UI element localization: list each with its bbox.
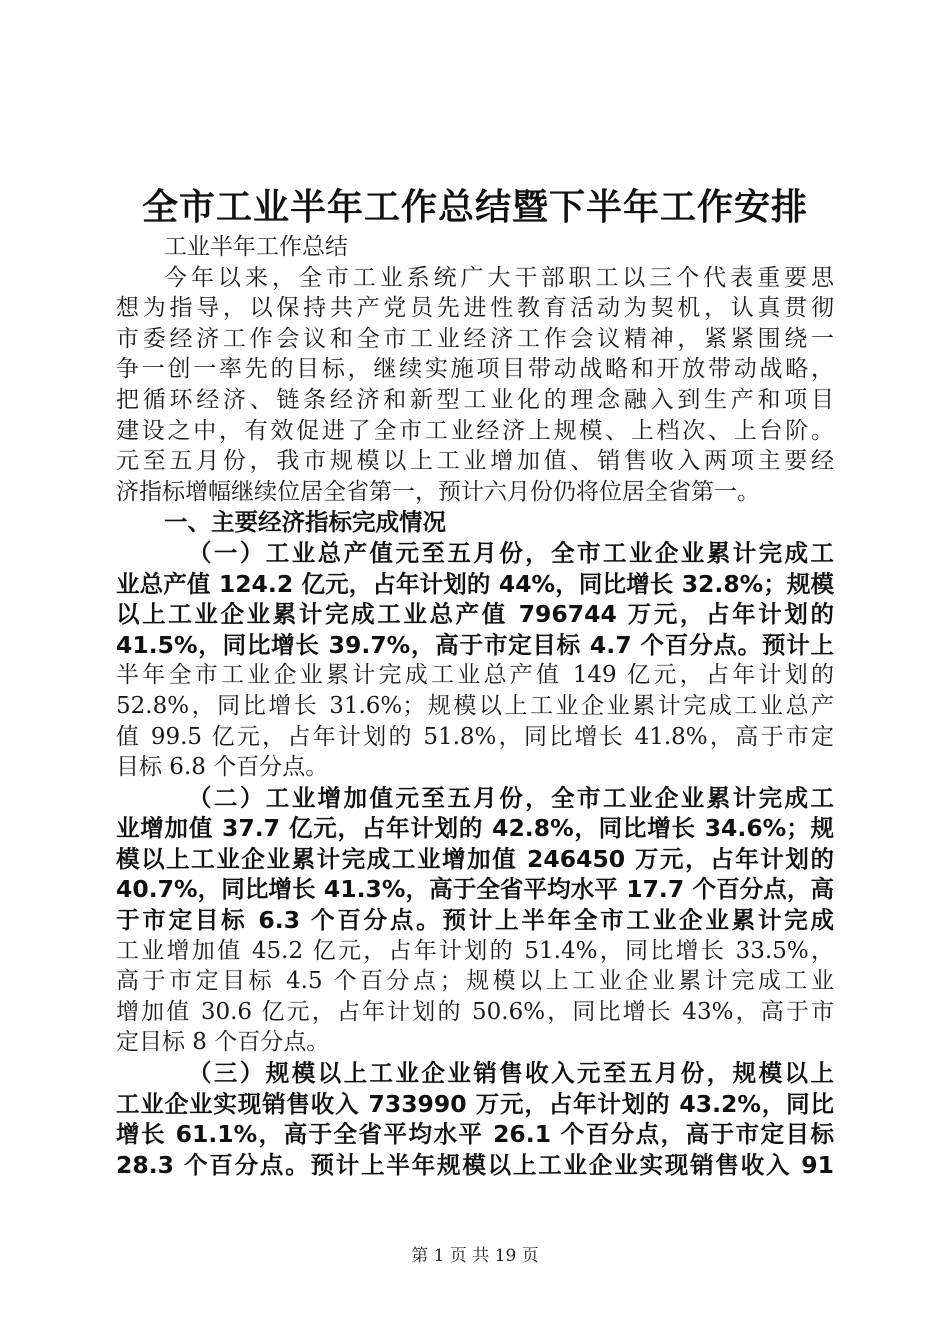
text-line: 目标 6.8 个百分点。 — [116, 754, 329, 781]
text-line: 28.3 个百分点。预计上半年规模以上工业企业实现销售收入 91 — [116, 1150, 834, 1179]
text-line: （三）规模以上工业企业销售收入元至五月份，规模以上 — [188, 1059, 834, 1088]
text-line: 增长 61.1%，高于全省平均水平 26.1 个百分点，高于市定目标 — [116, 1120, 834, 1149]
text-line: 业总产值 124.2 亿元，占年计划的 44%，同比增长 32.8%；规模 — [116, 569, 834, 598]
text-line: （二）工业增加值元至五月份，全市工业企业累计完成工 — [188, 783, 834, 812]
text-line: 41.5%，同比增长 39.7%，高于市定目标 4.7 个百分点。预计上 — [116, 630, 834, 659]
text-line: 高于市定目标 4.5 个百分点；规模以上工业企业累计完成工业 — [116, 968, 834, 995]
text-line: 工业增加值 45.2 亿元，占年计划的 51.4%，同比增长 33.5%， — [116, 937, 834, 964]
text-line: 建设之中，有效促进了全市工业经济上规模、上档次、上台阶。 — [116, 417, 834, 444]
text-line: 市委经济工作会议和全市工业经济工作会议精神，紧紧围绕一 — [116, 325, 834, 352]
text-line: 工业企业实现销售收入 733990 万元，占年计划的 43.2%，同比 — [116, 1089, 834, 1118]
text-line: 业增加值 37.7 亿元，占年计划的 42.8%，同比增长 34.6%；规 — [116, 814, 834, 843]
text-line: 值 99.5 亿元，占年计划的 51.8%，同比增长 41.8%，高于市定 — [116, 723, 834, 750]
document-body — [116, 232, 834, 1180]
document-title: 全市工业半年工作总结暨下半年工作安排 — [141, 187, 808, 228]
text-line: 今年以来，全市工业系统广大干部职工以三个代表重要思 — [164, 264, 834, 291]
text-line: 一、主要经济指标完成情况 — [164, 508, 446, 537]
text-line: 以上工业企业累计完成工业总产值 796744 万元，占年计划的 — [116, 600, 834, 629]
text-line: 52.8%，同比增长 31.6%；规模以上工业企业累计完成工业总产 — [116, 692, 834, 719]
page-footer: 第 1 页 共 19 页 — [411, 1246, 539, 1266]
text-line: 半年全市工业企业累计完成工业总产值 149 亿元，占年计划的 — [116, 662, 834, 689]
text-line: 40.7%，同比增长 41.3%，高于全省平均水平 17.7 个百分点，高 — [116, 875, 834, 904]
text-line: （一）工业总产值元至五月份，全市工业企业累计完成工 — [188, 538, 834, 567]
text-line: 争一创一率先的目标，继续实施项目带动战略和开放带动战略， — [116, 356, 834, 383]
text-line: 工业半年工作总结 — [164, 234, 348, 260]
text-line: 定目标 8 个百分点。 — [116, 1029, 330, 1056]
text-line: 增加值 30.6 亿元，占年计划的 50.6%，同比增长 43%，高于市 — [116, 998, 834, 1025]
text-line: 于市定目标 6.3 个百分点。预计上半年全市工业企业累计完成 — [116, 906, 834, 935]
text-line: 元至五月份，我市规模以上工业增加值、销售收入两项主要经 — [116, 448, 834, 475]
text-line: 把循环经济、链条经济和新型工业化的理念融入到生产和项目 — [116, 386, 834, 413]
text-line: 济指标增幅继续位居全省第一，预计六月份仍将位居全省第一。 — [116, 478, 760, 505]
text-line: 模以上工业企业累计完成工业增加值 246450 万元，占年计划的 — [116, 844, 834, 873]
text-line: 想为指导，以保持共产党员先进性教育活动为契机，认真贯彻 — [116, 295, 834, 322]
